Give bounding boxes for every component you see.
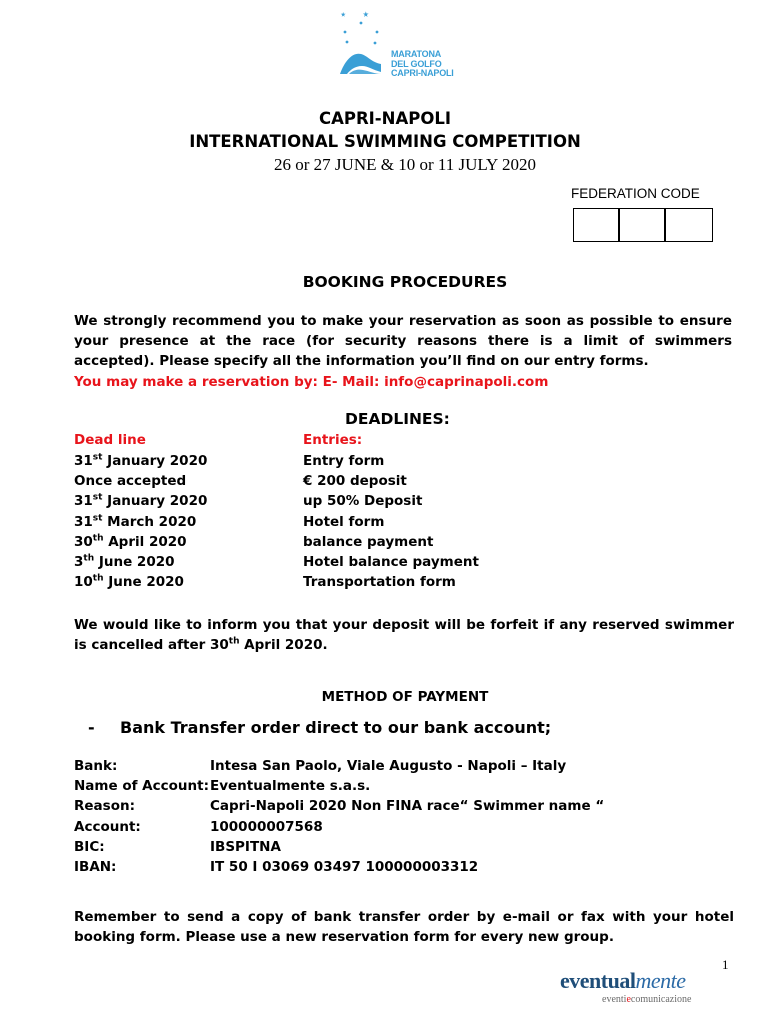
bank-detail-label: Name of Account:	[74, 778, 209, 795]
deadline-entry: Entry form	[303, 453, 385, 469]
event-logo	[335, 10, 475, 80]
payment-bullet: Bank Transfer order direct to our bank account;	[120, 718, 552, 737]
eventualmente-logo	[560, 968, 720, 1008]
deadline-entry: € 200 deposit	[303, 473, 407, 490]
bank-detail-label: Reason:	[74, 798, 135, 815]
federation-code-box-2[interactable]	[619, 208, 665, 242]
deposit-notice-end: April 2020.	[239, 637, 328, 653]
bank-detail-value: Eventualmente s.a.s.	[210, 778, 371, 795]
deadline-date: 31st March 2020	[74, 513, 197, 530]
title-line-2: INTERNATIONAL SWIMMING COMPETITION	[189, 132, 581, 151]
tagline-part-2: e	[626, 994, 631, 1005]
federation-code-box-3[interactable]	[665, 208, 713, 242]
brand-name-part-1: eventual	[560, 968, 636, 993]
bank-detail-value: IBSPITNA	[210, 838, 281, 855]
deadline-entry: balance payment	[303, 533, 434, 550]
reminder-paragraph: Remember to send a copy of bank transfer order by e-mail or fax with your hotel booking form. Please use a new reservation form for every new group.	[74, 909, 734, 945]
payment-dash: -	[88, 718, 95, 737]
federation-code-label: FEDERATION CODE	[571, 186, 700, 201]
bank-detail-label: Account:	[74, 818, 141, 835]
brand-name-part-2: mente	[635, 968, 686, 993]
tagline-part-1: eventi	[602, 994, 627, 1005]
bank-detail-value: Capri-Napoli 2020 Non FINA race“ Swimmer name “	[210, 798, 605, 815]
deadline-entry: up 50% Deposit	[303, 493, 423, 510]
logo-line-2: DEL GOLFO	[391, 58, 442, 69]
logo-line-3: CAPRI-NAPOLI	[391, 68, 454, 78]
deposit-notice-text: We would like to inform you that your deposit will be forfeit if any reserved swimmer is cancelled after 30	[74, 617, 734, 653]
booking-heading: BOOKING PROCEDURES	[302, 273, 508, 291]
deadline-entry: Hotel balance payment	[303, 554, 479, 570]
deadline-column-header: Dead line	[74, 432, 146, 448]
deadline-entry: Transportation form	[303, 574, 456, 591]
deposit-notice-sup: th	[228, 636, 240, 647]
deadline-date: 30th April 2020	[74, 533, 187, 550]
tagline-part-3: comunicazione	[630, 994, 692, 1005]
deadline-date: 3th June 2020	[74, 553, 175, 570]
deadline-date: 31st January 2020	[74, 452, 208, 469]
logo-line-1: MARATONA	[391, 49, 442, 59]
bank-detail-value: IT 50 I 03069 03497 100000003312	[210, 859, 479, 875]
federation-code-box-1[interactable]	[573, 208, 619, 242]
bank-detail-label: IBAN:	[74, 859, 117, 875]
deadline-date: 10th June 2020	[74, 573, 184, 591]
title-line-1: CAPRI-NAPOLI	[318, 109, 452, 128]
bank-detail-label: BIC:	[74, 838, 105, 855]
deadline-date: 31st January 2020	[74, 492, 208, 510]
bank-detail-value: 100000007568	[210, 818, 323, 835]
reservation-line: You may make a reservation by: E- Mail: info@caprinapoli.com	[74, 374, 549, 390]
deadline-date: Once accepted	[74, 473, 187, 490]
booking-paragraph: We strongly recommend you to make your reservation as soon as possible to ensure your presence at the race (for security reasons there is a limit of swimmers accepted). Please specify all the information you’ll find on our entry forms.	[74, 313, 732, 369]
deadline-entry: Hotel form	[303, 513, 385, 530]
entries-column-header: Entries:	[303, 432, 363, 448]
event-dates: 26 or 27 JUNE & 10 or 11 JULY 2020	[274, 155, 536, 174]
deadlines-heading: DEADLINES:	[345, 410, 450, 428]
bank-detail-label: Bank:	[74, 758, 118, 774]
stars-wave-logo-icon	[335, 10, 385, 78]
page-number: 1	[722, 957, 729, 972]
payment-heading: METHOD OF PAYMENT	[321, 689, 489, 705]
deposit-notice	[74, 615, 734, 655]
bank-detail-value: Intesa San Paolo, Viale Augusto - Napoli – Italy	[210, 758, 567, 774]
